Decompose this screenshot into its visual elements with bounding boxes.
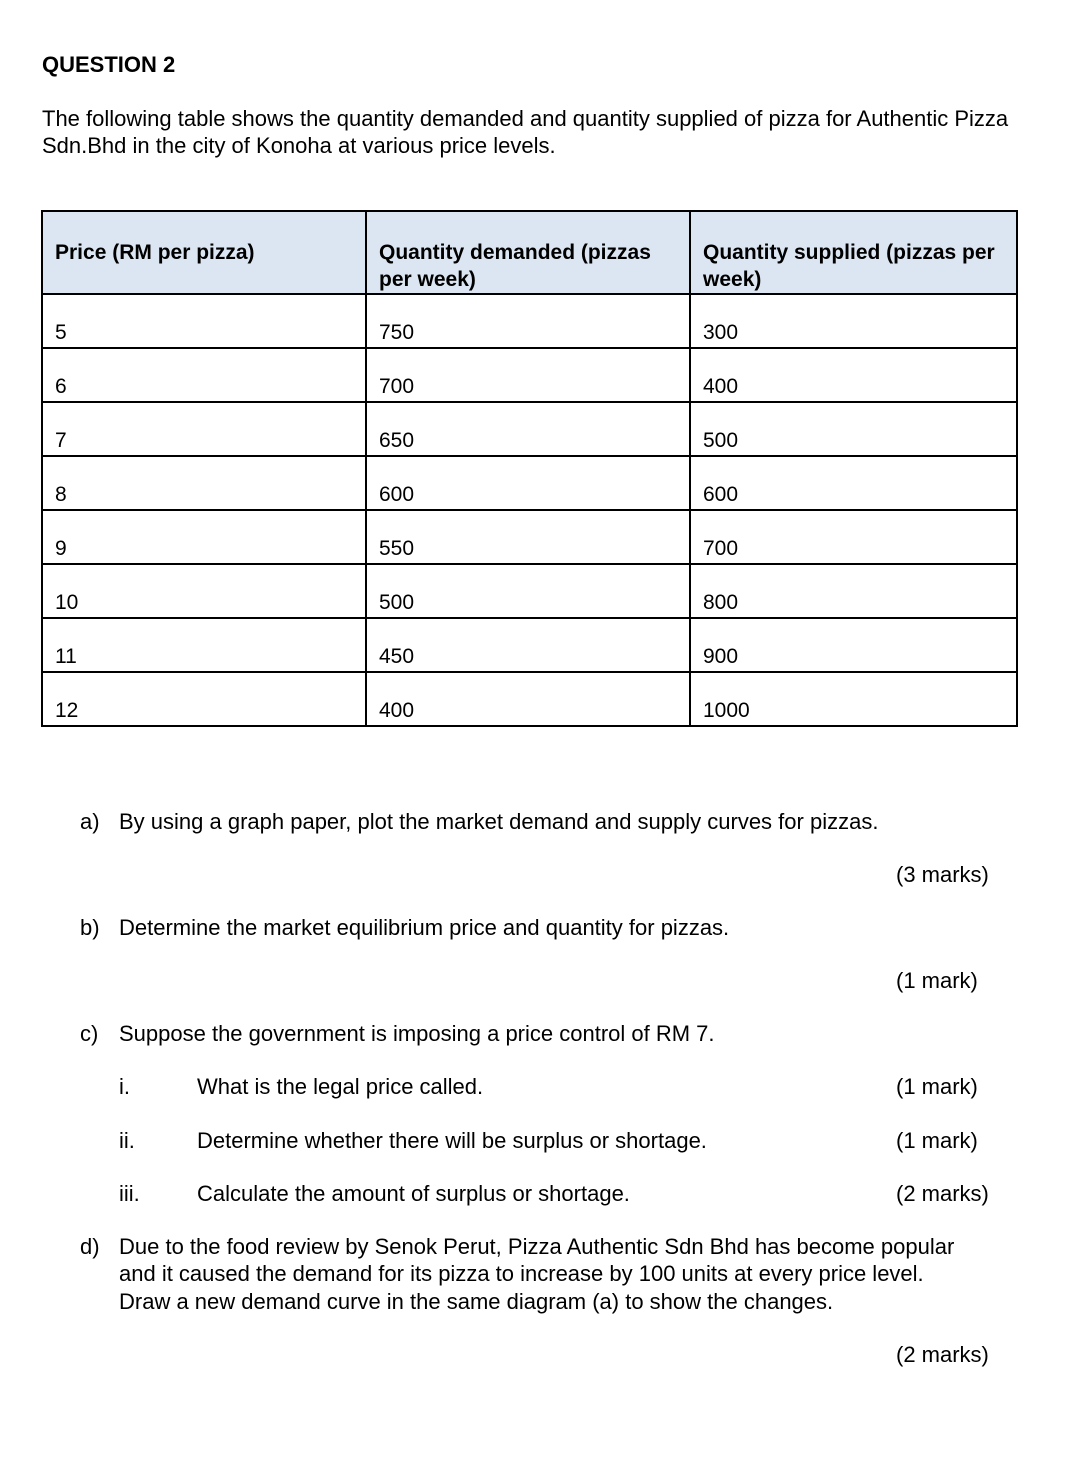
supply-cell: 800 bbox=[690, 564, 1017, 618]
question-a-text: By using a graph paper, plot the market demand and supply curves for pizzas. bbox=[119, 809, 879, 834]
question-d-line-3: Draw a new demand curve in the same diagram (a) to show the changes. bbox=[119, 1289, 834, 1314]
sub-number: ii. bbox=[119, 1128, 135, 1153]
demand-cell: 700 bbox=[366, 348, 690, 402]
intro-paragraph: The following table shows the quantity demanded and quantity supplied of pizza for Authentic Pizza Sdn.Bhd in the city of Konoha at various price levels. bbox=[42, 106, 1009, 158]
demand-cell: 500 bbox=[366, 564, 690, 618]
table-row bbox=[42, 672, 1017, 726]
table-row bbox=[42, 510, 1017, 564]
table-row bbox=[42, 294, 1017, 348]
supply-cell: 400 bbox=[690, 348, 1017, 402]
question-d-letter: d) bbox=[80, 1234, 100, 1259]
sub-text: Determine whether there will be surplus or shortage. bbox=[197, 1128, 707, 1153]
table-row bbox=[42, 564, 1017, 618]
question-b-marks: (1 mark) bbox=[896, 968, 978, 993]
question-d-line-2: and it caused the demand for its pizza to increase by 100 units at every price level. bbox=[119, 1261, 924, 1286]
question-d-line-1: Due to the food review by Senok Perut, Pizza Authentic Sdn Bhd has become popular bbox=[119, 1234, 955, 1259]
question-a-letter: a) bbox=[80, 809, 100, 834]
price-cell: 9 bbox=[42, 510, 366, 564]
sub-marks: (1 mark) bbox=[896, 1074, 978, 1099]
question-a-marks: (3 marks) bbox=[896, 862, 989, 887]
question-b-letter: b) bbox=[80, 915, 100, 940]
price-cell: 10 bbox=[42, 564, 366, 618]
price-cell: 7 bbox=[42, 402, 366, 456]
question-c-letter: c) bbox=[80, 1021, 99, 1046]
demand-cell: 750 bbox=[366, 294, 690, 348]
sub-marks: (2 marks) bbox=[896, 1181, 989, 1206]
table-row bbox=[42, 618, 1017, 672]
sub-text: What is the legal price called. bbox=[197, 1074, 484, 1099]
price-cell: 11 bbox=[42, 618, 366, 672]
demand-cell: 600 bbox=[366, 456, 690, 510]
demand-cell: 450 bbox=[366, 618, 690, 672]
supply-cell: 300 bbox=[690, 294, 1017, 348]
supply-cell: 600 bbox=[690, 456, 1017, 510]
question-d-marks: (2 marks) bbox=[896, 1342, 989, 1367]
question-b-text: Determine the market equilibrium price and quantity for pizzas. bbox=[119, 915, 730, 940]
price-cell: 6 bbox=[42, 348, 366, 402]
demand-cell: 400 bbox=[366, 672, 690, 726]
demand-cell: 550 bbox=[366, 510, 690, 564]
header-quantity-supplied: Quantity supplied (pizzas per week) bbox=[690, 211, 1017, 294]
header-price: Price (RM per pizza) bbox=[42, 211, 366, 294]
supply-cell: 1000 bbox=[690, 672, 1017, 726]
price-cell: 5 bbox=[42, 294, 366, 348]
question-c-text: Suppose the government is imposing a price control of RM 7. bbox=[119, 1021, 715, 1046]
demand-cell: 650 bbox=[366, 402, 690, 456]
table-row bbox=[42, 348, 1017, 402]
sub-text: Calculate the amount of surplus or shortage. bbox=[197, 1181, 630, 1206]
supply-cell: 900 bbox=[690, 618, 1017, 672]
table-row bbox=[42, 402, 1017, 456]
table-header-row bbox=[42, 211, 1017, 294]
table-row bbox=[42, 456, 1017, 510]
price-cell: 8 bbox=[42, 456, 366, 510]
supply-cell: 700 bbox=[690, 510, 1017, 564]
supply-cell: 500 bbox=[690, 402, 1017, 456]
price-quantity-table bbox=[41, 210, 1018, 727]
sub-number: iii. bbox=[119, 1181, 140, 1206]
header-quantity-demanded: Quantity demanded (pizzas per week) bbox=[366, 211, 690, 294]
sub-number: i. bbox=[119, 1074, 130, 1099]
question-title: QUESTION 2 bbox=[42, 52, 176, 77]
sub-marks: (1 mark) bbox=[896, 1128, 978, 1153]
price-cell: 12 bbox=[42, 672, 366, 726]
